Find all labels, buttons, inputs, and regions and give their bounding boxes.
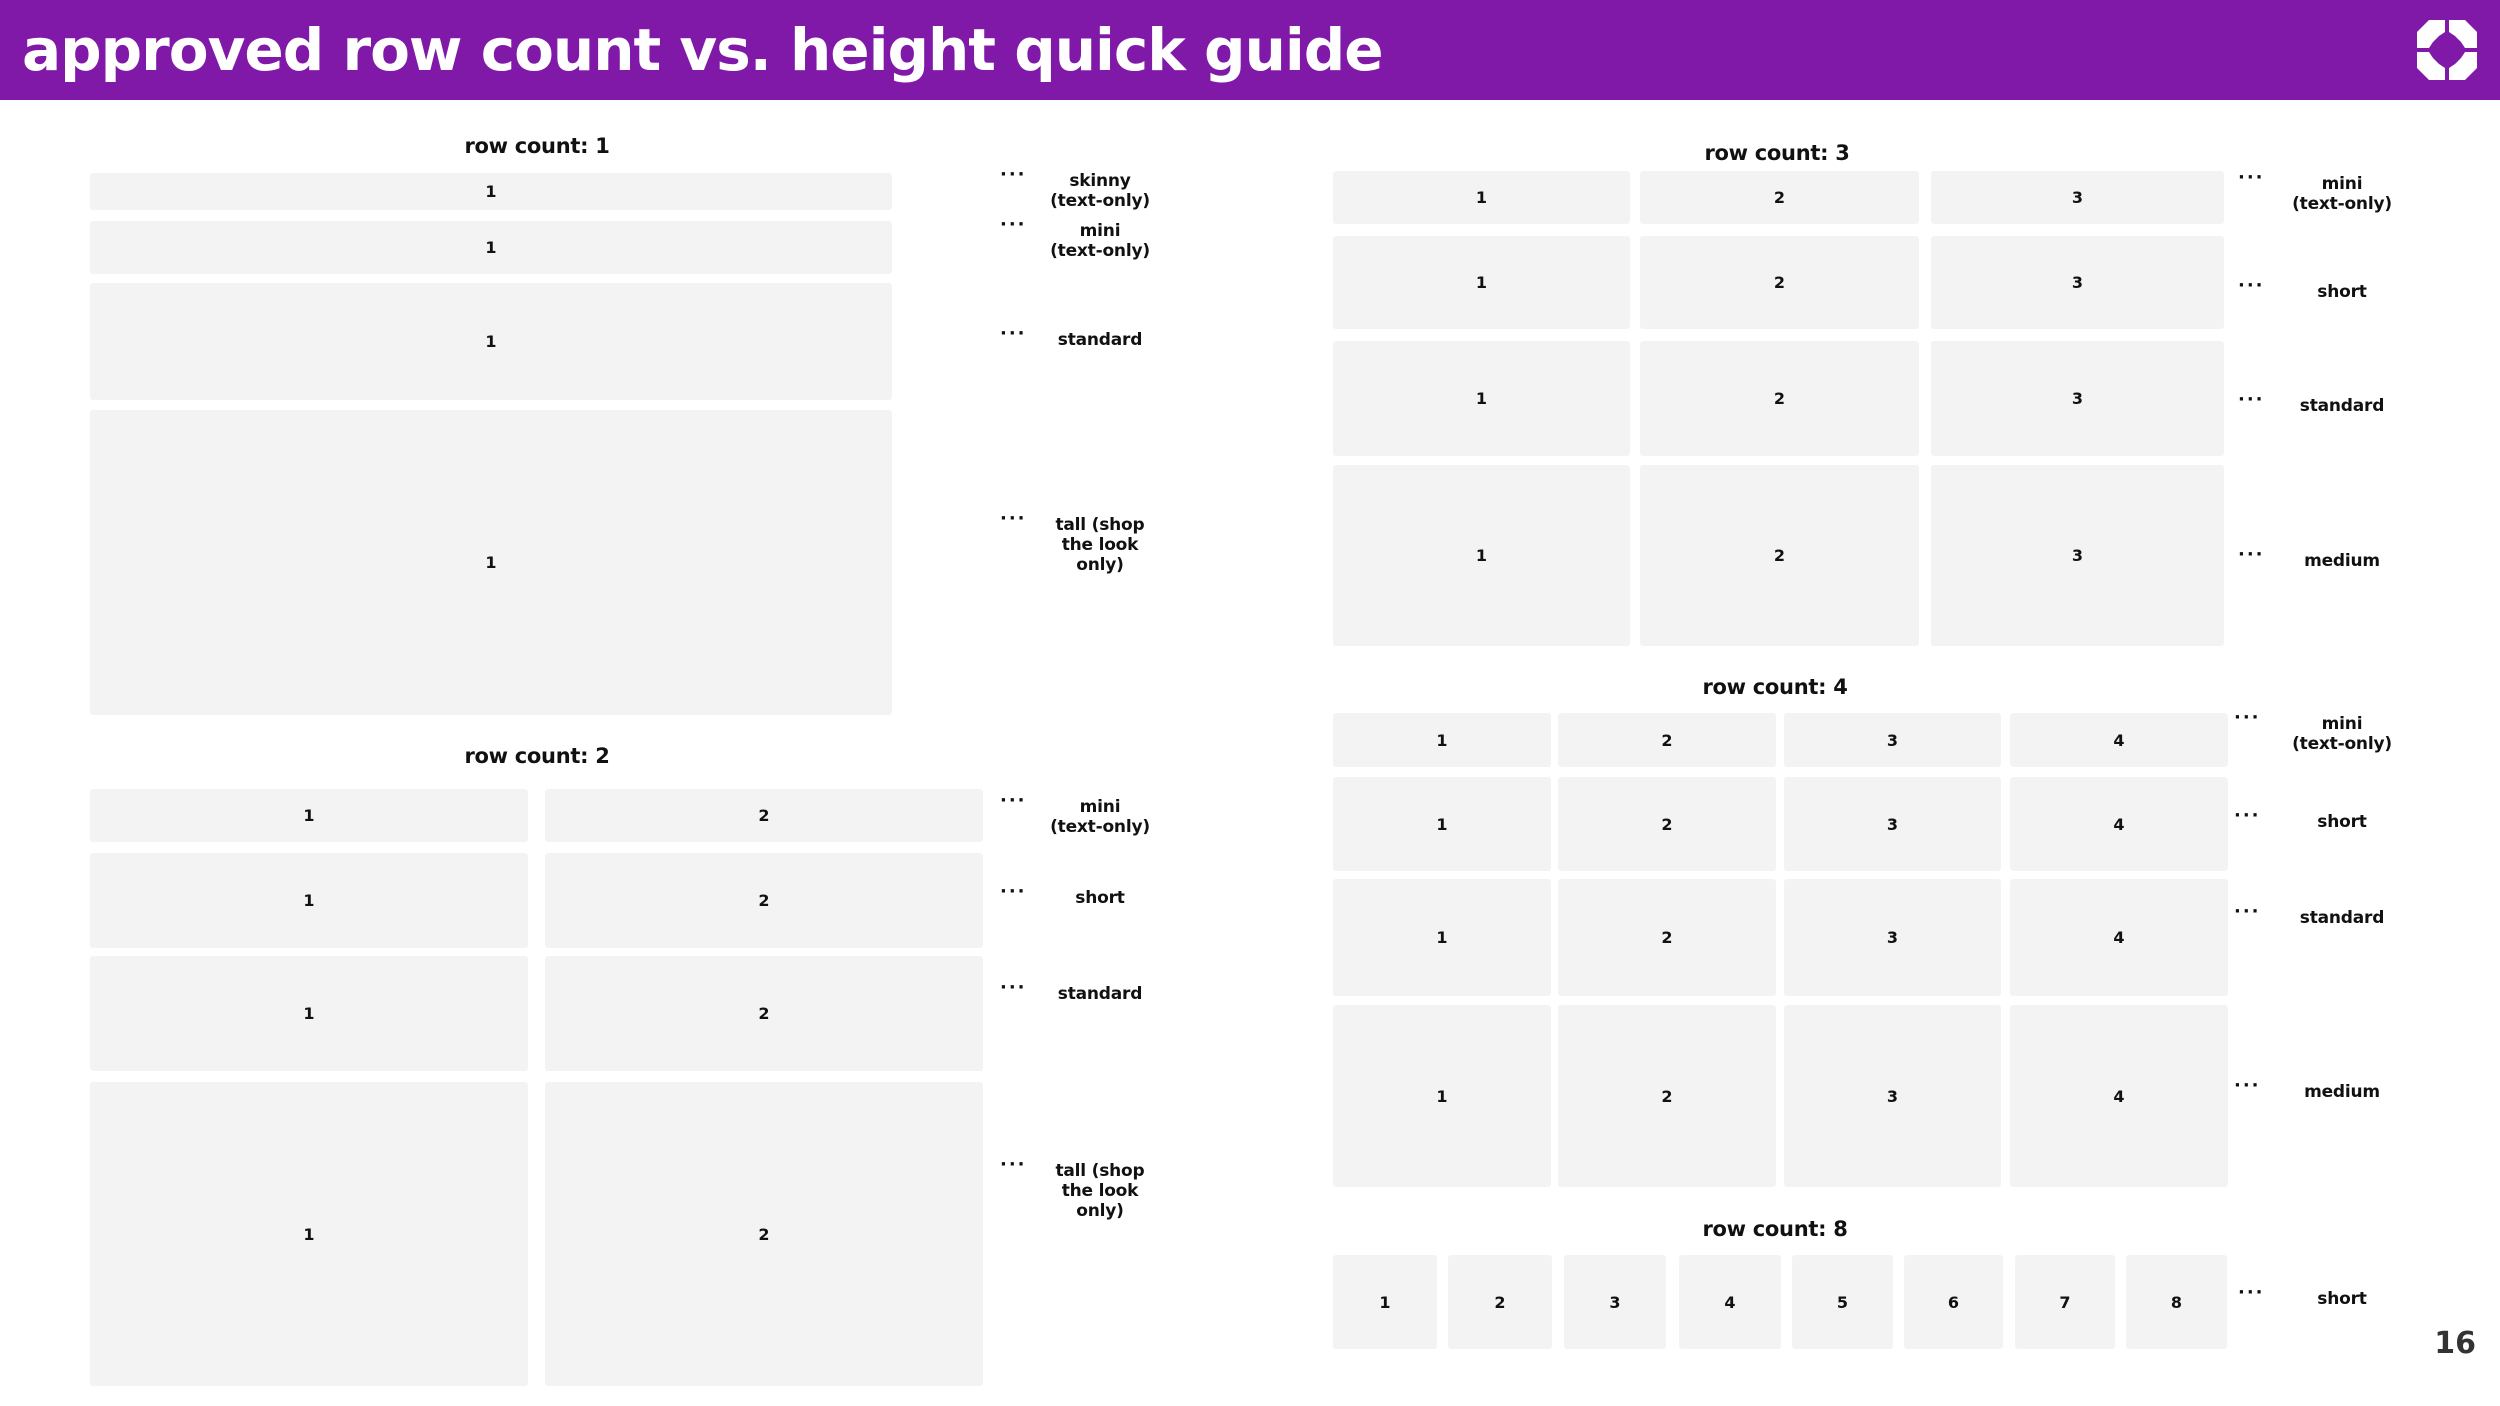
grid-cell: 3 — [1564, 1255, 1666, 1349]
grid-cell: 4 — [2010, 1005, 2228, 1187]
row-height-label: short — [2317, 282, 2367, 302]
grid-cell: 2 — [1558, 777, 1776, 871]
grid-cell: 1 — [90, 789, 528, 842]
group-title: row count: 3 — [1704, 141, 1850, 165]
ellipsis-icon: ··· — [1000, 164, 1027, 185]
grid-cell: 1 — [90, 283, 892, 400]
grid-cell: 1 — [1333, 777, 1551, 871]
ellipsis-icon: ··· — [2238, 544, 2265, 565]
grid-cell: 1 — [90, 853, 528, 948]
ellipsis-icon: ··· — [2234, 901, 2261, 922]
grid-cell: 4 — [2010, 879, 2228, 996]
row-height-label: medium — [2304, 1082, 2380, 1102]
group-title: row count: 2 — [464, 744, 610, 768]
grid-cell: 2 — [1448, 1255, 1552, 1349]
grid-cell: 2 — [1558, 879, 1776, 996]
grid-cell: 1 — [90, 410, 892, 715]
grid-cell: 2 — [1640, 171, 1919, 224]
grid-cell: 2 — [545, 1082, 983, 1386]
row-height-label: mini (text-only) — [1050, 797, 1150, 837]
row-height-label: tall (shop the look only) — [1055, 515, 1145, 575]
ellipsis-icon: ··· — [2234, 805, 2261, 826]
grid-cell: 2 — [1640, 236, 1919, 329]
ellipsis-icon: ··· — [2238, 275, 2265, 296]
grid-cell: 8 — [2126, 1255, 2227, 1349]
grid-cell: 2 — [1640, 341, 1919, 456]
grid-cell: 1 — [1333, 713, 1551, 767]
ellipsis-icon: ··· — [1000, 214, 1027, 235]
ellipsis-icon: ··· — [2238, 389, 2265, 410]
row-height-label: standard — [1057, 984, 1143, 1004]
grid-cell: 3 — [1784, 1005, 2001, 1187]
grid-cell: 3 — [1784, 879, 2001, 996]
grid-cell: 2 — [1558, 713, 1776, 767]
ellipsis-icon: ··· — [2238, 1282, 2265, 1303]
ellipsis-icon: ··· — [1000, 508, 1027, 529]
row-height-label: short — [1075, 888, 1125, 908]
grid-cell: 1 — [90, 221, 892, 274]
grid-cell: 4 — [1679, 1255, 1781, 1349]
ellipsis-icon: ··· — [1000, 977, 1027, 998]
row-height-label: tall (shop the look only) — [1055, 1161, 1145, 1221]
grid-cell: 3 — [1784, 777, 2001, 871]
grid-cell: 1 — [1333, 1005, 1551, 1187]
ellipsis-icon: ··· — [1000, 881, 1027, 902]
grid-cell: 6 — [1904, 1255, 2003, 1349]
row-height-label: mini (text-only) — [2292, 714, 2392, 754]
ellipsis-icon: ··· — [1000, 323, 1027, 344]
row-height-label: standard — [1057, 330, 1143, 350]
ellipsis-icon: ··· — [1000, 790, 1027, 811]
grid-cell: 2 — [545, 956, 983, 1071]
header-bar — [0, 0, 2500, 100]
group-title: row count: 4 — [1702, 675, 1848, 699]
grid-cell: 1 — [1333, 236, 1630, 329]
grid-cell: 1 — [90, 173, 892, 210]
grid-cell: 1 — [1333, 341, 1630, 456]
group-title: row count: 1 — [464, 134, 610, 158]
grid-cell: 1 — [1333, 171, 1630, 224]
ellipsis-icon: ··· — [2234, 1075, 2261, 1096]
grid-cell: 3 — [1931, 465, 2224, 646]
grid-cell: 1 — [1333, 1255, 1437, 1349]
row-height-label: short — [2317, 1289, 2367, 1309]
row-height-label: skinny (text-only) — [1050, 171, 1150, 211]
page-title: approved row count vs. height quick guide — [22, 16, 1383, 84]
grid-cell: 2 — [1640, 465, 1919, 646]
grid-cell: 4 — [2010, 713, 2228, 767]
row-height-label: short — [2317, 812, 2367, 832]
ellipsis-icon: ··· — [2234, 707, 2261, 728]
row-height-label: mini (text-only) — [1050, 221, 1150, 261]
grid-cell: 3 — [1931, 341, 2224, 456]
row-height-label: medium — [2304, 551, 2380, 571]
grid-cell: 2 — [545, 853, 983, 948]
grid-cell: 3 — [1931, 171, 2224, 224]
row-height-label: mini (text-only) — [2292, 174, 2392, 214]
grid-cell: 1 — [1333, 879, 1551, 996]
row-height-label: standard — [2299, 396, 2385, 416]
grid-cell: 1 — [90, 1082, 528, 1386]
grid-cell: 3 — [1784, 713, 2001, 767]
grid-cell: 3 — [1931, 236, 2224, 329]
grid-cell: 2 — [1558, 1005, 1776, 1187]
ellipsis-icon: ··· — [1000, 1154, 1027, 1175]
ellipsis-icon: ··· — [2238, 167, 2265, 188]
grid-cell: 7 — [2015, 1255, 2115, 1349]
grid-cell: 5 — [1792, 1255, 1893, 1349]
page-number: 16 — [2434, 1326, 2476, 1361]
grid-cell: 1 — [90, 956, 528, 1071]
grid-cell: 4 — [2010, 777, 2228, 871]
brand-logo-icon — [2415, 18, 2479, 82]
group-title: row count: 8 — [1702, 1217, 1848, 1241]
row-height-label: standard — [2299, 908, 2385, 928]
grid-cell: 2 — [545, 789, 983, 842]
grid-cell: 1 — [1333, 465, 1630, 646]
